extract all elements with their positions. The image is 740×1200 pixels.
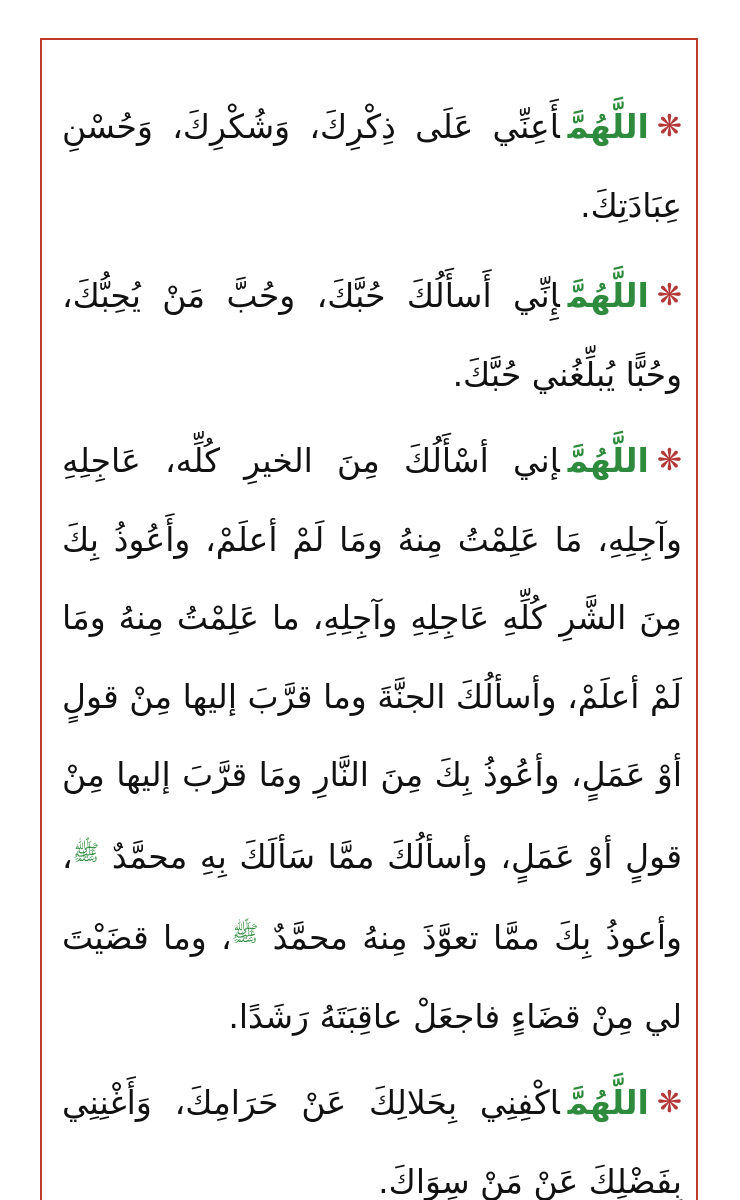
star-ornament-icon: ❋ bbox=[656, 109, 682, 144]
dua-list bbox=[62, 88, 682, 1200]
dua-opening: اللَّهُمَّ bbox=[567, 441, 649, 480]
dua-paragraph-1 bbox=[62, 88, 682, 245]
dua-paragraph-4 bbox=[62, 1064, 682, 1200]
salawat-icon: ﷺ bbox=[231, 922, 259, 947]
star-ornament-icon: ❋ bbox=[656, 1085, 682, 1120]
dua-text: ، وأعوذُ بِكَ ممَّا تعوَّذَ مِنهُ محمَّدٌ bbox=[62, 836, 682, 957]
dua-text: اكْفِنِي بِحَلالِكَ عَنْ حَرَامِكَ، وَأَغْنِنِي بِفَضْلِكَ عَنْ مَنْ سِوَاكَ. bbox=[62, 1083, 682, 1200]
dua-paragraph-3 bbox=[62, 422, 682, 1056]
dua-text: أَعِنِّي عَلَى ذِكْرِكَ، وَشُكْرِكَ، وَحُسْنِ عِبَادَتِكَ. bbox=[62, 107, 682, 225]
dua-text: ، وما قضَيْتَ لي مِنْ قضَاءٍ فاجعَلْ عاقِبَتَهُ رَشَدًا. bbox=[62, 918, 682, 1036]
star-ornament-icon: ❋ bbox=[656, 443, 682, 478]
dua-opening: اللَّهُمَّ bbox=[567, 107, 649, 146]
dua-opening: اللَّهُمَّ bbox=[567, 276, 649, 315]
dua-opening: اللَّهُمَّ bbox=[567, 1083, 649, 1122]
salawat-icon: ﷺ bbox=[72, 840, 100, 866]
dua-text: إني أسْأَلُكَ مِنَ الخيرِ كُلِّه، عَاجِلِهِ وآجِلِهِ، مَا عَلِمْتُ مِنهُ ومَا لَمْ أعلَمْ، وأَعُوذُ بِكَ مِنَ الشَّرِ كُلِّهِ عَاجِلِهِ وآجِلِهِ، ما عَلِمْتُ مِنهُ ومَا لَمْ أعلَمْ، وأسألُكَ الجنَّةَ وما قرَّبَ إليها مِنْ قولٍ أوْ عَمَلٍ، وأعُوذُ بِكَ مِنَ النَّارِ ومَا قرَّبَ إليها مِنْ قولٍ أوْ عَمَلٍ، وأسألُكَ ممَّا سَألَكَ بِهِ محمَّدٌ bbox=[62, 441, 682, 876]
star-ornament-icon: ❋ bbox=[656, 278, 682, 313]
dua-text: إِنِّي أَسأَلُكَ حُبَّكَ، وحُبَّ مَنْ يُحِبُّكَ، وحُبًّا يُبلِّغُني حُبَّكَ. bbox=[62, 276, 682, 394]
dua-paragraph-2 bbox=[62, 257, 682, 414]
